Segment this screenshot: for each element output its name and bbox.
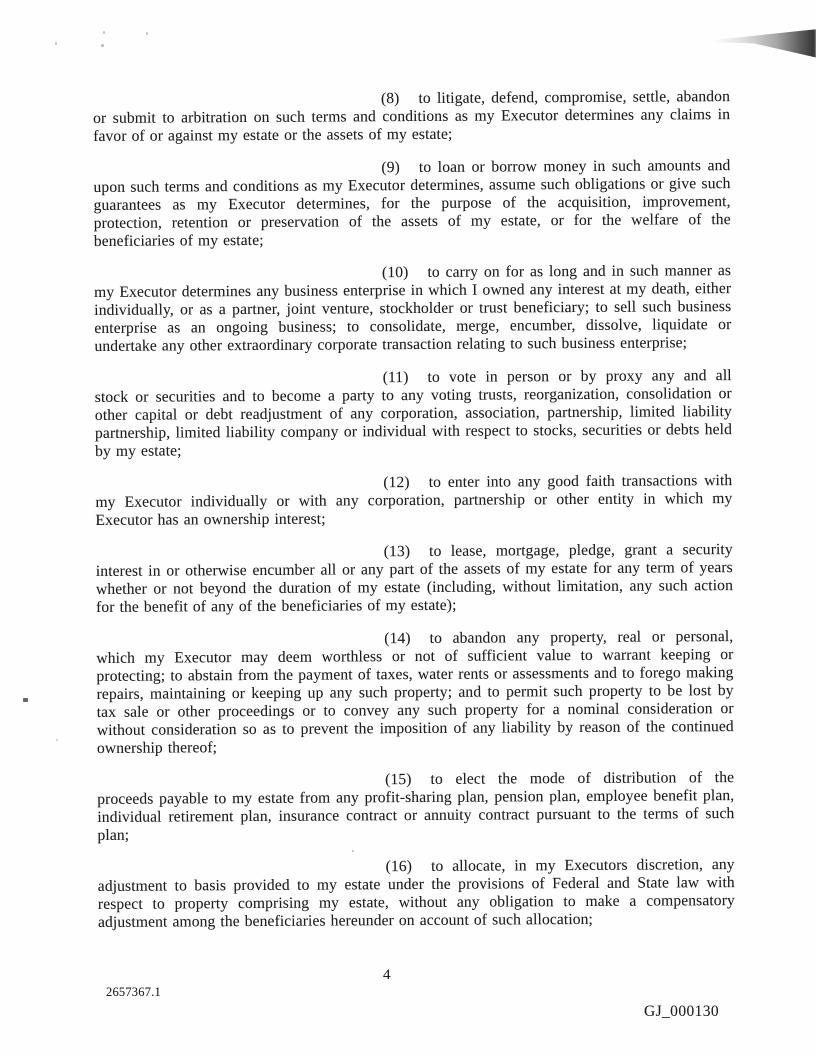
paragraph-text: to litigate, defend, compromise, settle, abandon or submit to arbitration on such terms and conditions as my Executor determines any claims in favor of or against my estate or the assets of my estate; — [93, 88, 731, 145]
paragraph-number: (14) — [384, 630, 411, 648]
paragraph-number: (10) — [381, 264, 409, 282]
bates-number: GJ_000130 — [644, 1003, 720, 1020]
scan-speck — [101, 44, 104, 47]
scan-speck — [103, 31, 105, 34]
paragraph-text: to loan or borrow money in such amounts and upon such terms and conditions as my Executor determines, assume such obligations or give such guarantees as my Executor determines, for the purpose of the acquisition, improvement, protection, retention or preservation of the assets of my estate, or for the welfare of the beneficiaries of my estate; — [93, 157, 731, 250]
paragraph-number: (13) — [383, 543, 411, 561]
paragraph-text: to lease, mortgage, pledge, grant a security interest in or otherwise encumber all or any part of the assets of my estate for any term of years whether or not beyond the duration of my estate (including, without limitation, any such action for the benefit of any of the beneficiaries of my estate); — [95, 541, 733, 616]
page-number: 4 — [383, 967, 391, 983]
paragraph-number: (16) — [385, 858, 413, 876]
paragraph-10 — [94, 262, 732, 356]
paragraph-text: to vote in person or by proxy any and all stock or securities and to become a party to any voting trusts, reorganization, consolidation or other capital or debt readjustment of any corporation, association, partnership, limited liability partnership, limited liability company or individual with respect to stocks, securities or debts held by my estate; — [94, 367, 733, 460]
paragraph-16 — [98, 856, 735, 932]
paragraph-12 — [95, 472, 732, 530]
paragraph-number: (11) — [382, 369, 409, 387]
paragraph-14 — [96, 628, 734, 758]
scan-speck — [56, 739, 58, 741]
paragraph-13 — [96, 541, 733, 617]
scan-speck — [146, 32, 148, 35]
paragraph-text: to elect the mode of distribution of the proceeds payable to my estate from any profit-sharing plan, pension plan, employee benefit plan, individual retirement plan, insurance contract or annuity contract pursuant to the terms of such plan; — [97, 769, 735, 844]
document-id: 2657367.1 — [106, 985, 161, 999]
paragraph-text: to enter into any good faith transactions with my Executor individually or with any corporation, partnership or other entity in which my Executor has an ownership interest; — [95, 472, 733, 529]
paragraph-number: (15) — [385, 771, 412, 789]
paragraph-11 — [95, 367, 733, 461]
paragraph-text: to abandon any property, real or personal, which my Executor may deem worthless or not of sufficient value to warrant keeping or protecting; to abstain from the payment of taxes, water rents or assessments and to forego making repairs, maintaining or keeping up any such property; and to permit such property to be lost by tax sale or other proceedings or to convey any such property for a nominal consideration or without consideration so as to prevent the imposition of any liability by reason of the continued ownership thereof; — [96, 628, 734, 757]
paragraph-number: (12) — [383, 474, 410, 492]
paragraph-15 — [97, 769, 734, 845]
paragraph-number: (8) — [380, 90, 400, 108]
paragraph-number: (9) — [381, 159, 400, 177]
scan-corner-artifact — [712, 28, 816, 60]
paragraph-9 — [93, 157, 731, 251]
paragraph-text: to carry on for as long and in such manner as my Executor determines any business enterprise in which I owned any interest at my death, either individually, or as a partner, joint venture, stockholder or trust beneficiary; to sell such business enterprise as an ongoing business; to consolidate, merge, encumber, dissolve, liquidate or undertake any other extraordinary corporate transaction relating to such business enterprise; — [94, 262, 732, 355]
document-body — [93, 88, 735, 947]
scan-speck — [55, 42, 57, 45]
paragraph-8 — [93, 88, 730, 146]
paragraph-text: to allocate, in my Executors discretion, any adjustment to basis provided to my estate under the provisions of Federal and State law with respect to property comprising my estate, without any obligation to make a compensatory adjustment among the beneficiaries hereunder on account of such allocation; — [97, 856, 735, 931]
scan-speck — [23, 698, 28, 702]
